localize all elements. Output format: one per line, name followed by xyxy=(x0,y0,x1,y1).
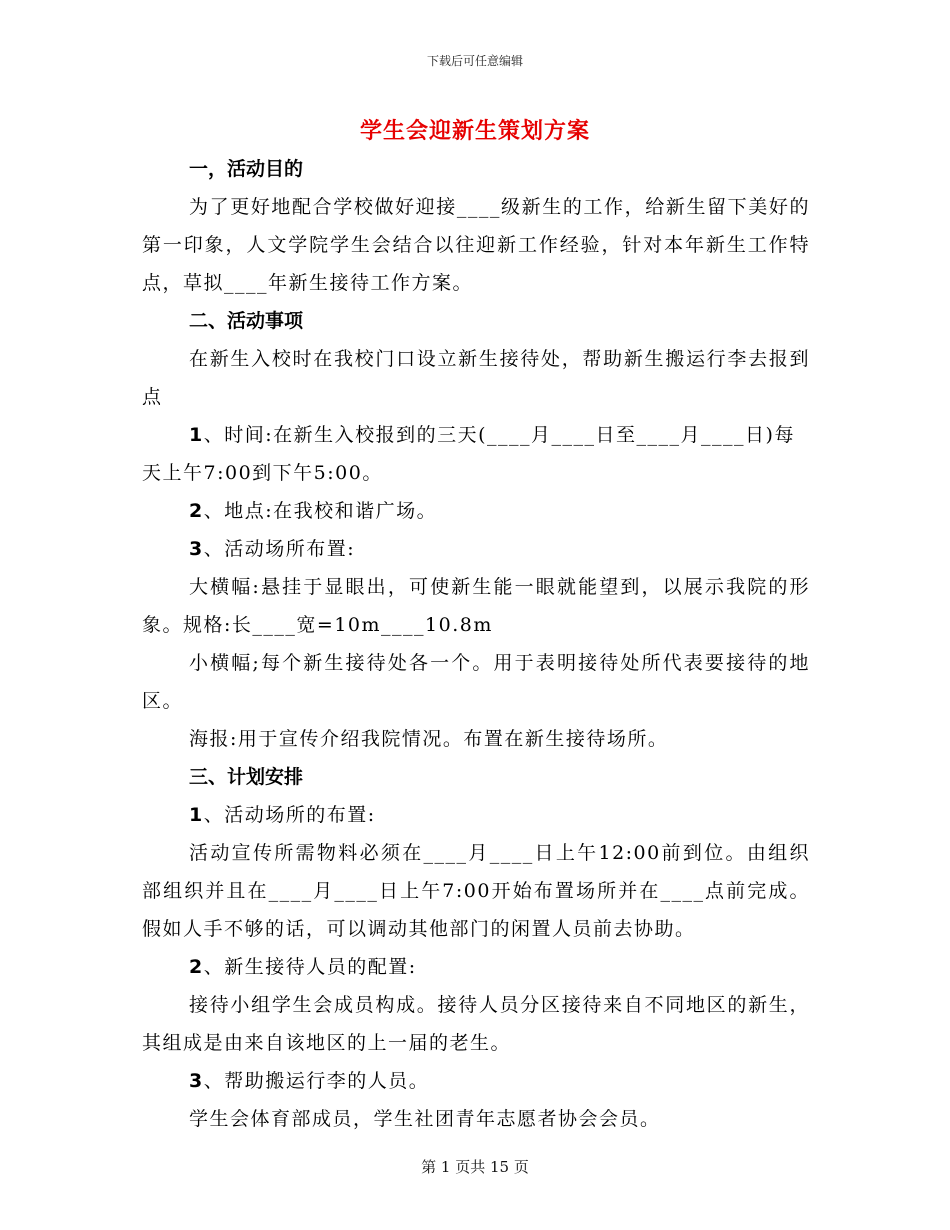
item-number: 3 xyxy=(189,1070,204,1092)
item-text: 、新生接待人员的配置: xyxy=(203,956,417,978)
item-number: 1 xyxy=(189,424,204,446)
page-footer: 第 1 页共 15 页 xyxy=(421,1158,529,1176)
item-text: 、地点:在我校和谐广场。 xyxy=(203,500,438,522)
item-text: 、时间:在新生入校报到的三天(____月____日至____月____日)每天上午7:00到下午5:00。 xyxy=(142,424,795,484)
item-number: 2 xyxy=(189,500,204,522)
paragraph-reception: 在新生入校时在我校门口设立新生接待处，帮助新生搬运行李去报到点 xyxy=(142,348,810,408)
paragraph-small-banner: 小横幅;每个新生接待处各一个。用于表明接待处所代表要接待的地区。 xyxy=(142,652,810,712)
paragraph-purpose: 为了更好地配合学校做好迎接____级新生的工作，给新生留下美好的第一印象，人文学院学生会结合以往迎新工作经验，针对本年新生工作特点，草拟____年新生接待工作方案。 xyxy=(142,196,810,294)
item-number: 3 xyxy=(189,538,204,560)
list-item-location xyxy=(142,492,810,530)
section-heading-items: 二、活动事项 xyxy=(189,310,304,332)
list-item-venue-setup xyxy=(142,530,810,568)
item-text: 、活动场所布置: xyxy=(203,538,356,560)
document-title: 学生会迎新生策划方案 xyxy=(359,118,590,144)
paragraph-large-banner: 大横幅:悬挂于显眼出，可使新生能一眼就能望到，以展示我院的形象。规格:长____宽=10m____10.8m xyxy=(142,576,810,636)
paragraph-poster: 海报:用于宣传介绍我院情况。布置在新生接待场所。 xyxy=(189,728,669,750)
page-header: 下载后可任意编辑 xyxy=(426,54,523,68)
section-heading-purpose: 一，活动目的 xyxy=(189,158,304,180)
list-item-venue-arrangement xyxy=(142,796,810,834)
list-item-time xyxy=(142,416,810,492)
item-number: 2 xyxy=(189,956,204,978)
list-item-luggage-helpers xyxy=(142,1062,810,1100)
item-text: 、帮助搬运行李的人员。 xyxy=(203,1070,430,1092)
document-body xyxy=(142,150,810,1138)
paragraph-materials: 活动宣传所需物料必须在____月____日上午12:00前到位。由组织部组织并且在____月____日上午7:00开始布置场所并在____点前完成。假如人手不够的话，可以调动其他部门的闲置人员前去协助。 xyxy=(142,842,810,940)
paragraph-reception-team: 接待小组学生会成员构成。接待人员分区接待来自不同地区的新生，其组成是由来自该地区的上一届的老生。 xyxy=(142,994,810,1054)
item-text: 、活动场所的布置: xyxy=(203,804,376,826)
list-item-staffing xyxy=(142,948,810,986)
paragraph-volunteers: 学生会体育部成员，学生社团青年志愿者协会会员。 xyxy=(189,1108,661,1130)
section-heading-plan: 三、计划安排 xyxy=(189,766,304,788)
item-number: 1 xyxy=(189,804,204,826)
